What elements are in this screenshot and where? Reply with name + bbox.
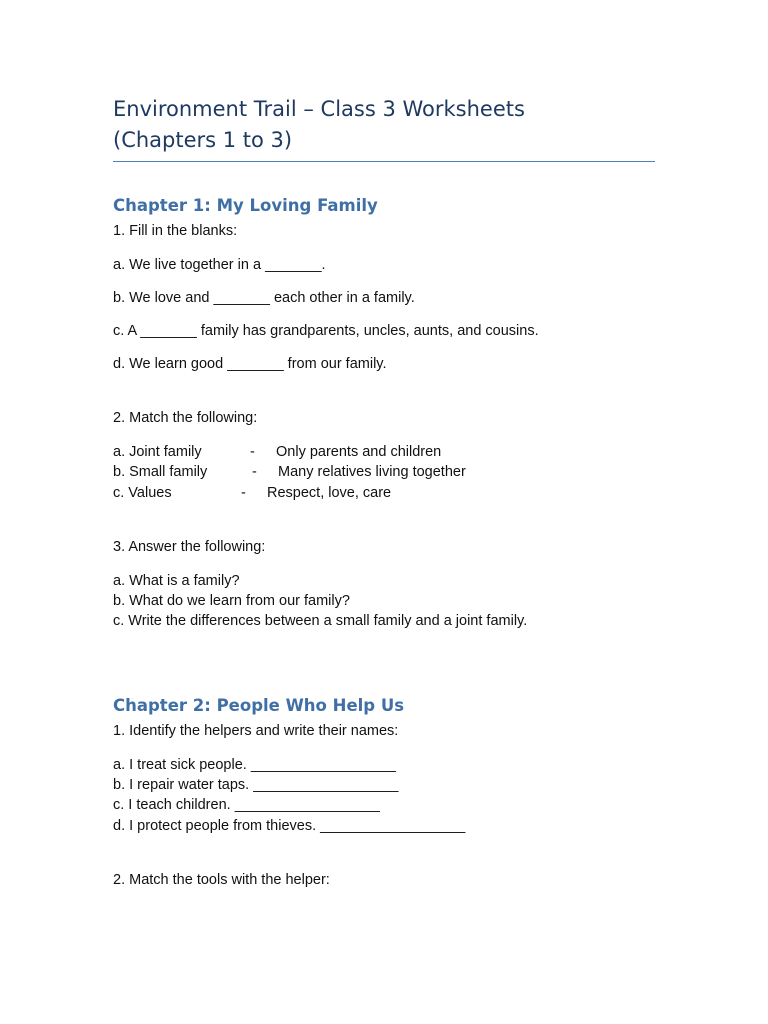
ch2-q1-prompt: 1. Identify the helpers and write their names: (113, 723, 399, 739)
match-left-term: a. Joint family (113, 444, 202, 460)
match-row (113, 442, 658, 462)
match-left-term: b. Small family (113, 464, 208, 480)
worksheet-title (113, 94, 658, 156)
match-right-term: Respect, love, care (267, 485, 392, 501)
match-left-term: c. Values (113, 485, 172, 501)
ch1-q1-item-a: a. We live together in a _______. (113, 257, 326, 273)
ch1-q3-item-b: b. What do we learn from our family? (113, 593, 350, 609)
chapter-1-heading: Chapter 1: My Loving Family (113, 196, 378, 215)
ch1-q3-item-c: c. Write the differences between a small family and a joint family. (113, 613, 528, 629)
ch2-q1-item-d: d. I protect people from thieves. __________________ (113, 818, 466, 834)
ch1-q3-prompt: 3. Answer the following: (113, 539, 266, 555)
title-line-1: Environment Trail – Class 3 Worksheets (113, 97, 525, 121)
match-row (113, 483, 658, 503)
title-divider (113, 161, 655, 162)
match-right-term: Many relatives living together (278, 464, 466, 480)
ch1-q2-prompt: 2. Match the following: (113, 410, 258, 426)
ch1-q1-item-c: c. A _______ family has grandparents, uncles, aunts, and cousins. (113, 323, 539, 339)
ch2-q1-item-b: b. I repair water taps. __________________ (113, 777, 399, 793)
ch2-q1-item-a: a. I treat sick people. __________________ (113, 757, 396, 773)
ch1-q1-item-d: d. We learn good _______ from our family. (113, 356, 387, 372)
match-dash: - (250, 444, 255, 460)
match-row (113, 462, 658, 482)
chapter-2-heading: Chapter 2: People Who Help Us (113, 696, 405, 715)
ch1-q1-prompt: 1. Fill in the blanks: (113, 223, 238, 239)
match-dash: - (241, 485, 246, 501)
ch1-q1-item-b: b. We love and _______ each other in a family. (113, 290, 415, 306)
ch2-q2-prompt: 2. Match the tools with the helper: (113, 872, 330, 888)
title-line-2: (Chapters 1 to 3) (113, 128, 293, 152)
ch1-q3-item-a: a. What is a family? (113, 573, 240, 589)
match-right-term: Only parents and children (276, 444, 442, 460)
match-dash: - (252, 464, 257, 480)
ch2-q1-item-c: c. I teach children. __________________ (113, 797, 380, 813)
